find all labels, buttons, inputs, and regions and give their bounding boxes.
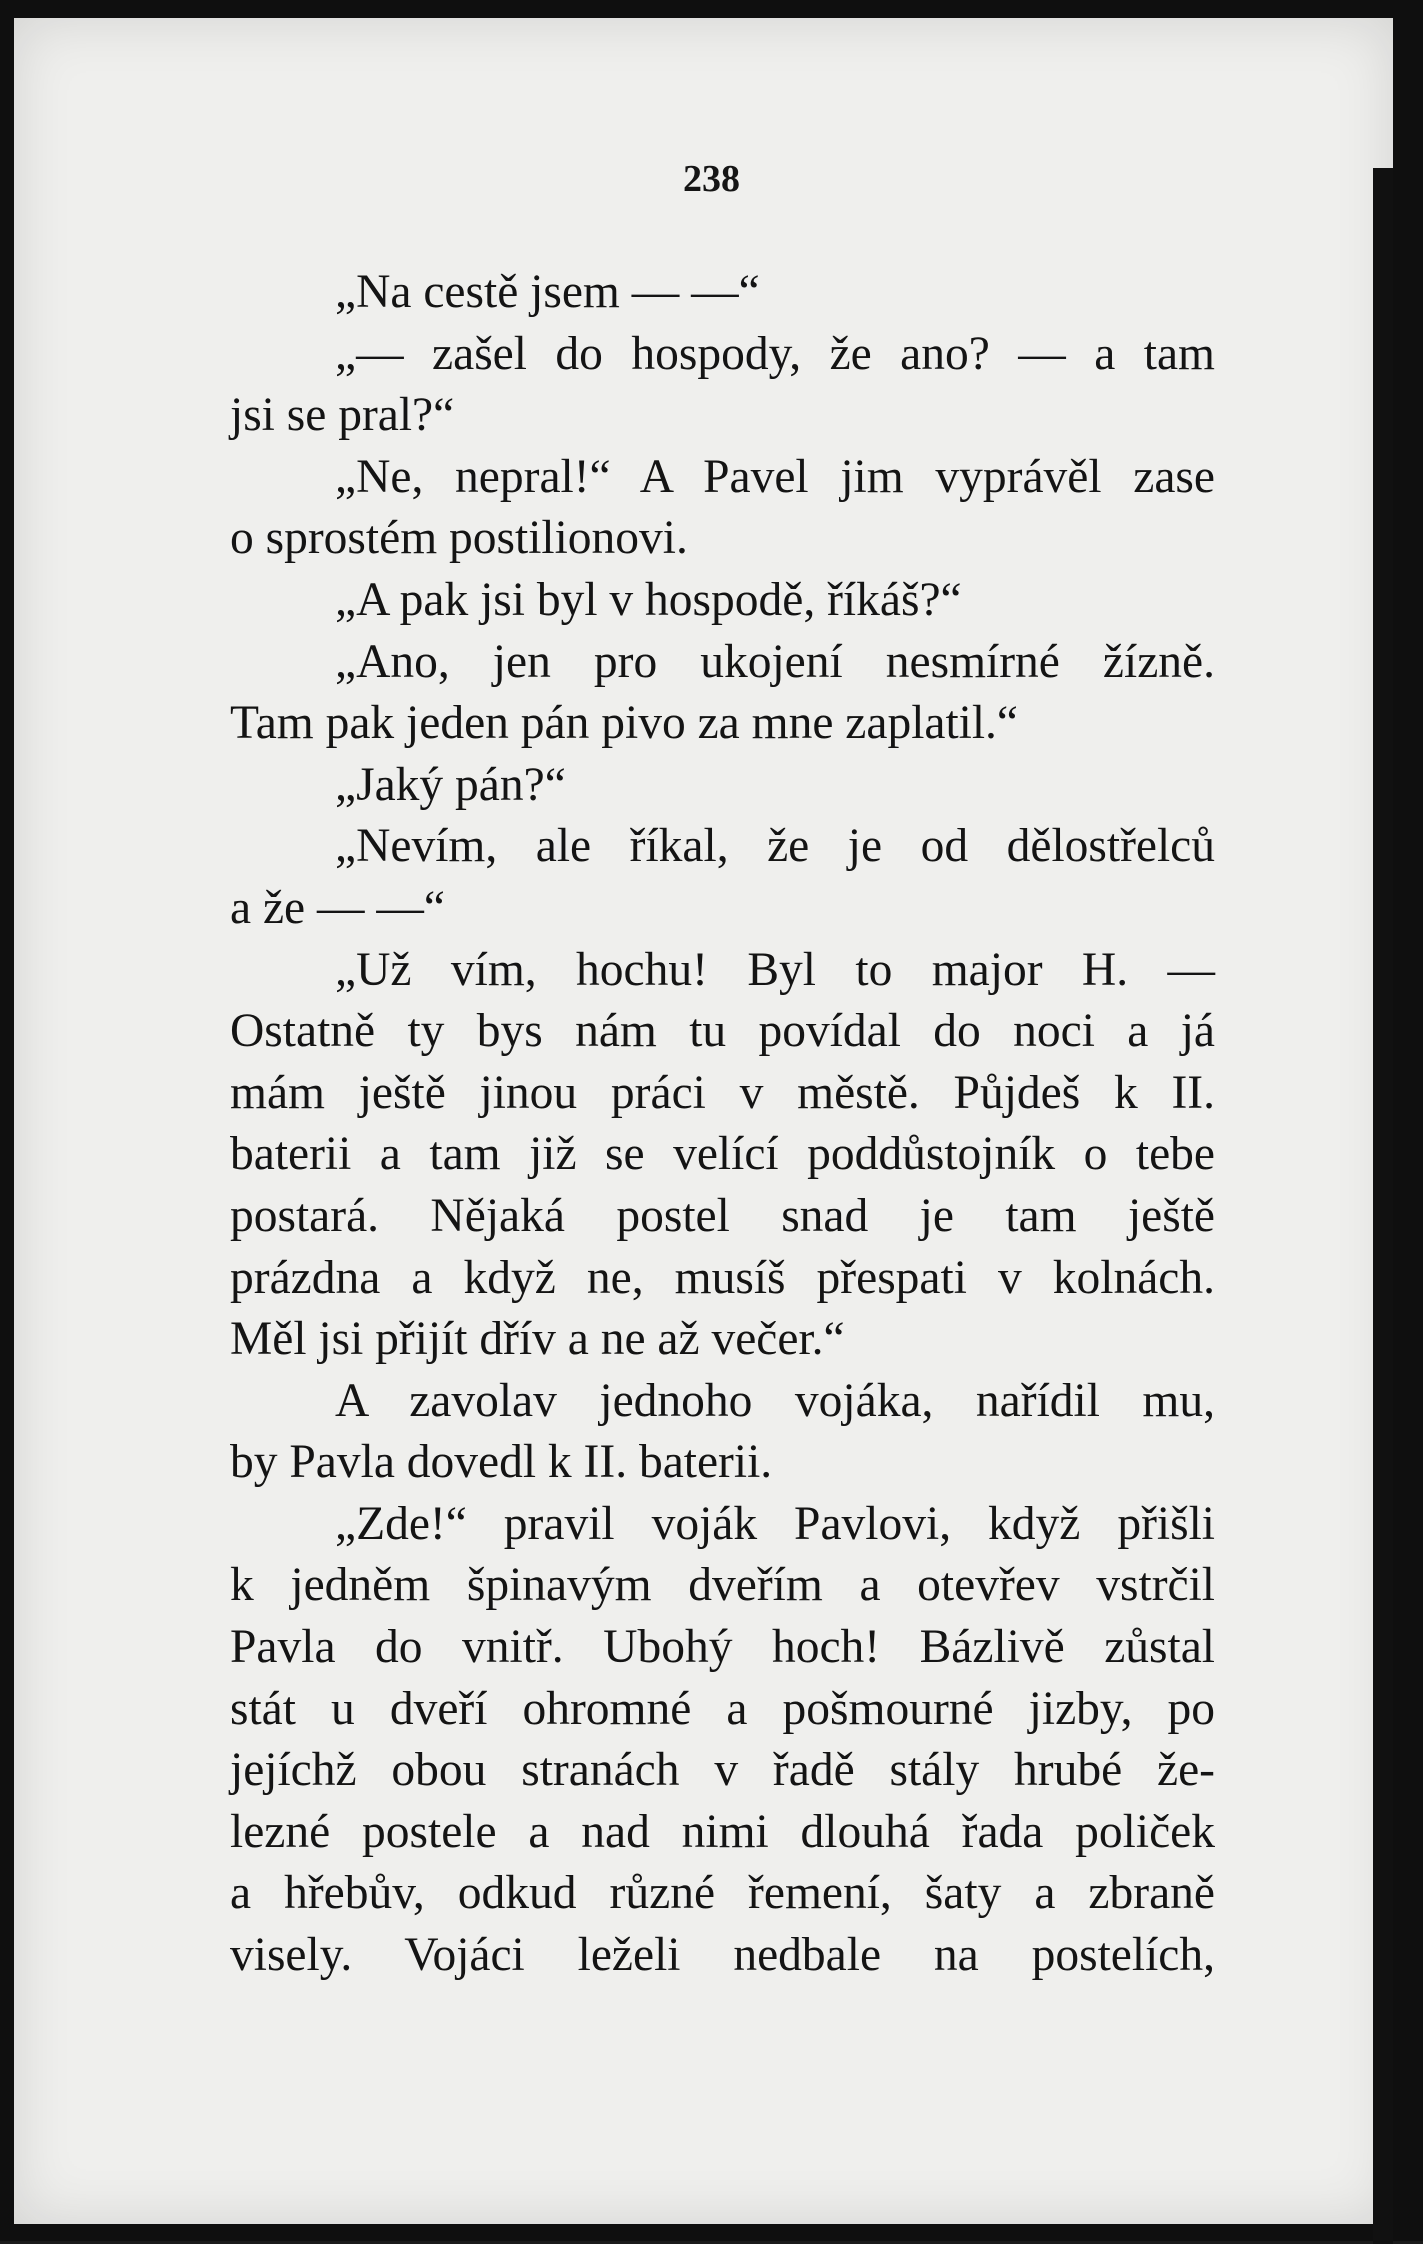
text-line: a hřebův, odkud různé řemení, šaty a zbraně xyxy=(230,1867,1215,1920)
text-line: Tam pak jeden pán pivo za mne zaplatil.“ xyxy=(230,697,1019,750)
text-line: lezné postele a nad nimi dlouhá řada poliček xyxy=(230,1805,1215,1858)
text-line: „Ano, jen pro ukojení nesmírné žízně. xyxy=(335,635,1215,688)
page-number: 238 xyxy=(683,158,740,200)
text-line: by Pavla dovedl k II. baterii. xyxy=(230,1436,773,1489)
text-line: mám ještě jinou práci v městě. Půjdeš k II. xyxy=(230,1066,1215,1119)
text-line: baterii a tam již se velící poddůstojník o tebe xyxy=(230,1128,1215,1181)
text-line: postará. Nějaká postel snad je tam ještě xyxy=(230,1189,1215,1242)
text-line: Ostatně ty bys nám tu povídal do noci a já xyxy=(230,1005,1215,1058)
text-line: „— zašel do hospody, že ano? — a tam xyxy=(335,327,1215,380)
text-line: prázdna a když ne, musíš přespati v kolnách. xyxy=(230,1251,1215,1304)
text-line: a že — —“ xyxy=(230,881,445,934)
text-line: jsi se pral?“ xyxy=(230,389,455,442)
text-line: stát u dveří ohromné a pošmourné jizby, po xyxy=(230,1682,1215,1735)
text-line: „Zde!“ pravil voják Pavlovi, když přišli xyxy=(335,1497,1215,1550)
body-text xyxy=(230,262,1215,1987)
text-line: „Ne, nepral!“ A Pavel jim vyprávěl zase xyxy=(335,450,1215,503)
text-line: Měl jsi přijít dřív a ne až večer.“ xyxy=(230,1313,845,1366)
text-line: „Jaký pán?“ xyxy=(335,758,566,811)
text-line: „Na cestě jsem — —“ xyxy=(335,266,760,318)
text-line: visely. Vojáci leželi nedbale na postelích, xyxy=(230,1929,1215,1982)
text-line: Pavla do vnitř. Ubohý hoch! Bázlivě zůstal xyxy=(230,1621,1215,1674)
text-line: o sprostém postilionovi. xyxy=(230,512,688,565)
text-line: jejíchž obou stranách v řadě stály hrubé že- xyxy=(230,1744,1215,1797)
page-binding-edge xyxy=(1373,168,1393,2244)
text-line: „Nevím, ale říkal, že je od dělostřelců xyxy=(335,820,1215,873)
text-line: A zavolav jednoho vojáka, nařídil mu, xyxy=(335,1374,1215,1427)
text-line: k jedněm špinavým dveřím a otevřev vstrčil xyxy=(230,1559,1215,1612)
text-line: „Už vím, hochu! Byl to major H. — xyxy=(335,943,1215,996)
text-line: „A pak jsi byl v hospodě, říkáš?“ xyxy=(335,573,962,626)
